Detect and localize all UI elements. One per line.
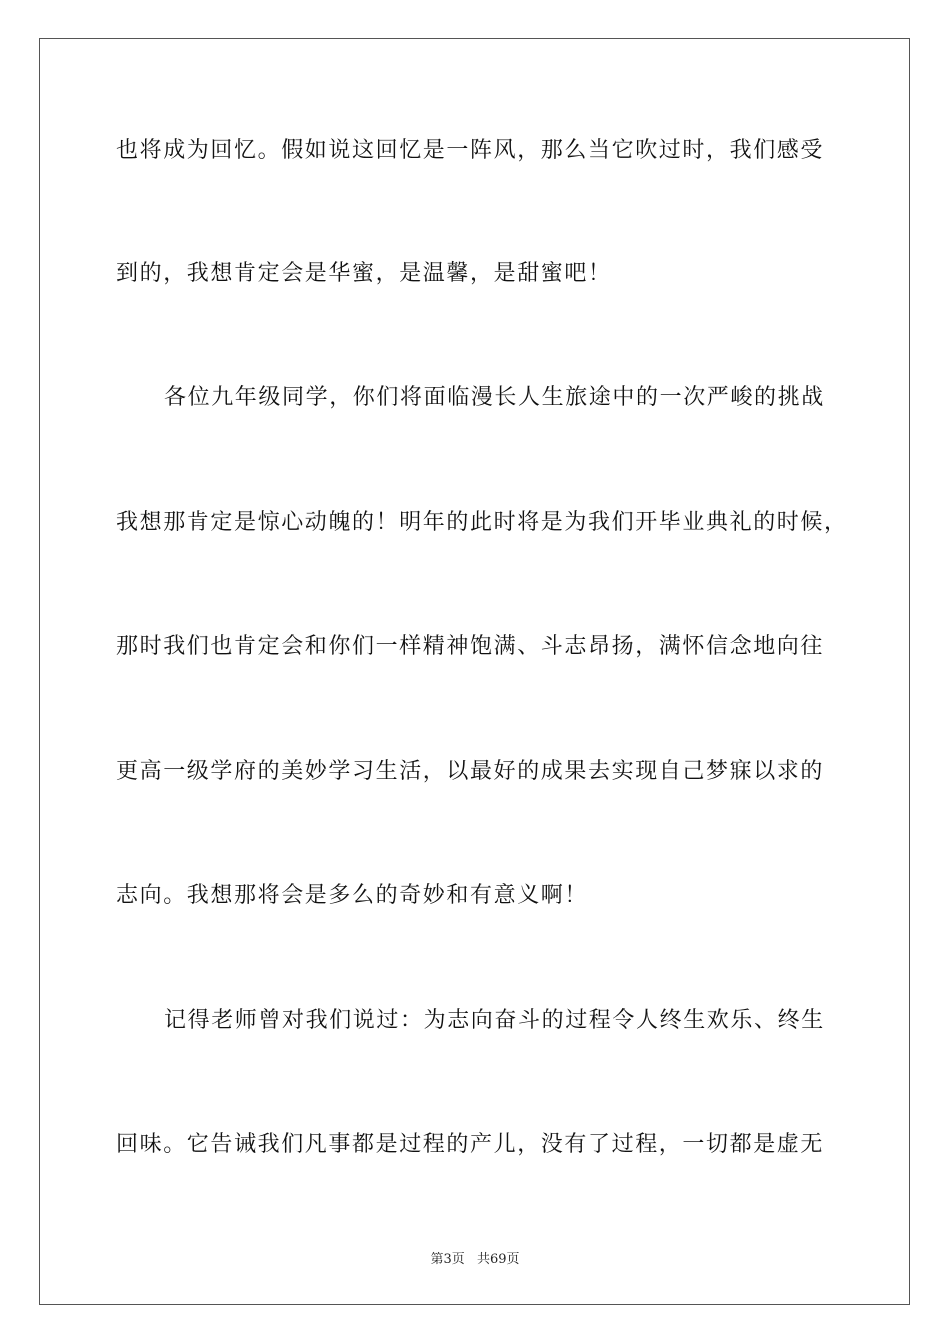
page-border [39,38,910,1305]
text-line: 回味。它告诫我们凡事都是过程的产儿，没有了过程，一切都是虚无 [116,1132,825,1157]
total-pages: 共69页 [476,1252,520,1267]
text-line: 更高一级学府的美妙学习生活，以最好的成果去实现自己梦寐以求的 [116,759,825,784]
text-line: 我想那肯定是惊心动魄的！明年的此时将是为我们开毕业典礼的时候， [116,510,848,535]
text-line: 那时我们也肯定会和你们一样精神饱满、斗志昂扬，满怀信念地向往 [116,634,825,659]
text-line: 志向。我想那将会是多么的奇妙和有意义啊！ [116,883,589,908]
text-line: 到的，我想肯定会是华蜜，是温馨，是甜蜜吧！ [116,261,612,286]
page-footer [0,1248,950,1267]
text-line: 也将成为回忆。假如说这回忆是一阵风，那么当它吹过时，我们感受 [116,138,825,163]
paragraph-first-line: 各位九年级同学，你们将面临漫长人生旅途中的一次严峻的挑战 [164,385,825,410]
paragraph-first-line: 记得老师曾对我们说过：为志向奋斗的过程令人终生欢乐、终生 [164,1008,825,1033]
page-number: 第3页 [430,1252,465,1267]
